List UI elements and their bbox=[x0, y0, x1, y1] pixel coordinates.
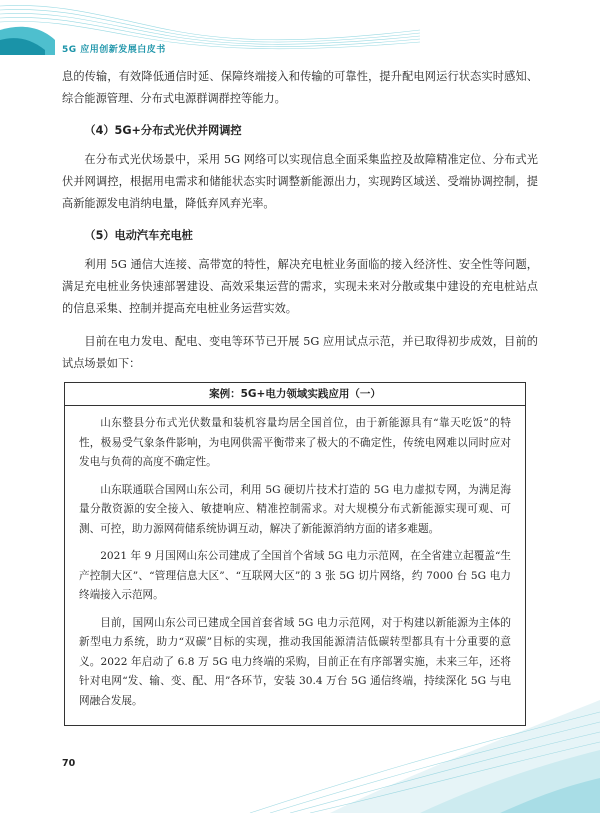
case-paragraph: 山东整县分布式光伏数量和装机容量均居全国首位，由于新能源具有“靠天吃饭”的特性，极易受气象条件影响，为电网供需平衡带来了极大的不确定性，传统电网难以同时应对发电与负荷的高度不确定性。 bbox=[79, 417, 511, 468]
case-paragraph: 山东联通联合国网山东公司，利用 5G 硬切片技术打造的 5G 电力虚拟专网，为满足海量分散资源的安全接入、敏捷响应、精准控制需求。对大规模分布式新能源实现可观、可测、可控，助力源网荷储系统协调互动，解决了新能源消纳方面的诸多难题。 bbox=[79, 483, 511, 535]
main-content bbox=[62, 66, 538, 386]
case-study-box bbox=[64, 382, 526, 726]
section-4-heading: （4）5G+分布式光伏并网调控 bbox=[84, 124, 242, 137]
case-study-body bbox=[65, 406, 525, 725]
summary-paragraph: 目前在电力发电、配电、变电等环节已开展 5G 应用试点示范，并已取得初步成效，目前的试点场景如下： bbox=[62, 335, 538, 370]
document-title: 5G 应用创新发展白皮书 bbox=[62, 45, 166, 55]
page-header bbox=[0, 0, 600, 62]
continued-paragraph: 息的传输，有效降低通信时延、保障终端接入和传输的可靠性，提升配电网运行状态实时感知、综合能源管理、分布式电源群调群控等能力。 bbox=[62, 70, 538, 105]
case-paragraph: 目前，国网山东公司已建成全国首套省域 5G 电力示范网，对于构建以新能源为主体的新型电力系统，助力“双碳”目标的实现，推动我国能源清洁低碳转型都具有十分重要的意义。2022 年启动了 6.8 万 5G 电力终端的采购，目前正在有序部署实施，未来三年，还将针对电网“发、输、变、配、用”各环节，安装 30.4 万台 5G 通信终端，持续深化 5G 与电网融合发展。 bbox=[79, 616, 511, 707]
section-5-paragraph: 利用 5G 通信大连接、高带宽的特性，解决充电桩业务面临的接入经济性、安全性等问题，满足充电桩业务快速部署建设、高效采集运营的需求，实现未来对分散或集中建设的充电桩站点的信息采集、控制并提高充电桩业务运营实效。 bbox=[62, 258, 538, 315]
section-4-paragraph: 在分布式光伏场景中，采用 5G 网络可以实现信息全面采集监控及故障精准定位、分布式光伏并网调控，根据用电需求和储能状态实时调整新能源出力，实现跨区域送、受端协调控制，提高新能源发电消纳电量，降低弃风弃光率。 bbox=[62, 153, 538, 210]
section-5-heading: （5）电动汽车充电桩 bbox=[84, 229, 193, 242]
case-study-title: 案例：5G+电力领域实践应用（一） bbox=[65, 383, 525, 406]
page-number: 70 bbox=[62, 758, 76, 769]
case-paragraph: 2021 年 9 月国网山东公司建成了全国首个省域 5G 电力示范网，在全省建立起覆盖“生产控制大区”、“管理信息大区”、“互联网大区”的 3 张 5G 切片网络，约 7000 台 5G 电力终端接入示范网。 bbox=[79, 550, 511, 601]
